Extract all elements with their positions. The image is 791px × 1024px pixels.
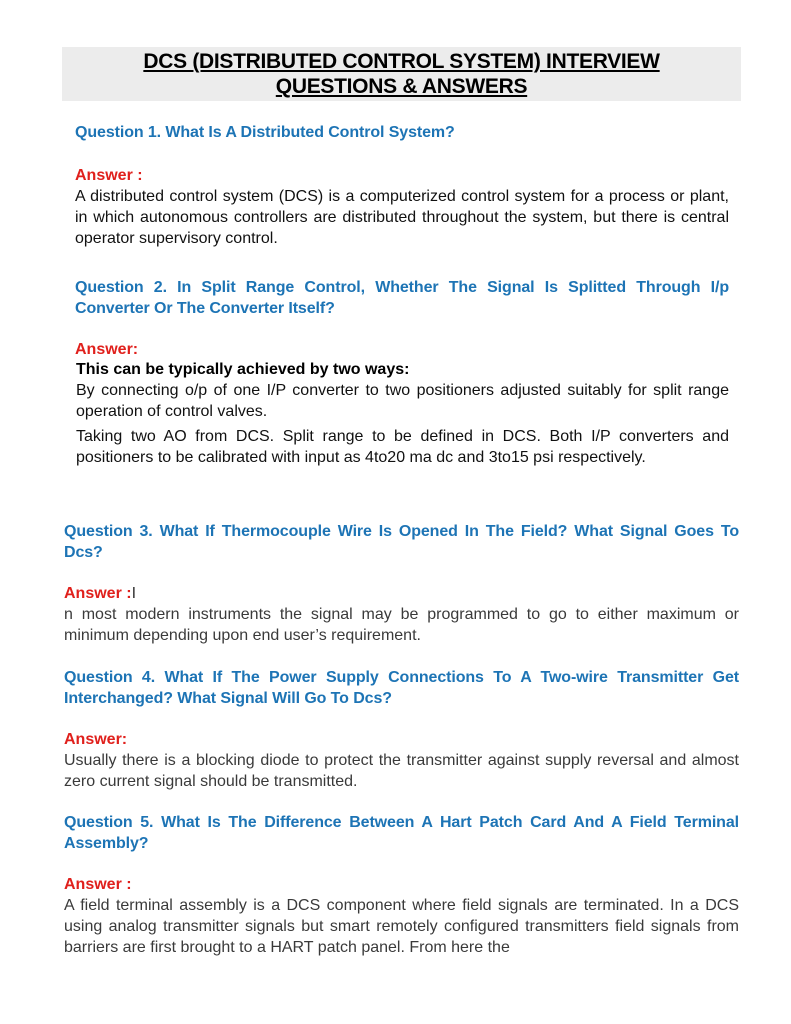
answer-label-tail: I: [131, 585, 137, 602]
qa-item-3: [64, 521, 739, 646]
answer-label: Answer:: [75, 341, 139, 358]
answer-text: n most modern instruments the signal may be programmed to go to either maximum or minimum depending upon end user’s requirement.: [64, 606, 739, 644]
answer-label: [64, 584, 739, 604]
answer-text: A field terminal assembly is a DCS component where field signals are terminated. In a DCS using analog transmitter signals but smart remotely configured transmitters field signals from barriers are first brought to a HART patch panel. From here the: [64, 897, 739, 956]
question-heading: Question 4. What If The Power Supply Connections To A Two-wire Transmitter Get Interchanged? What Signal Will Go To Dcs?: [64, 669, 739, 707]
answer-text: A distributed control system (DCS) is a computerized control system for a process or plant, in which autonomous controllers are distributed throughout the system, but there is central operator supervisory control.: [75, 188, 729, 247]
question-heading: Question 5. What Is The Difference Between A Hart Patch Card And A Field Terminal Assembly?: [64, 814, 739, 852]
answer-label: Answer :: [64, 876, 132, 893]
question-heading: Question 1. What Is A Distributed Control System?: [75, 124, 455, 141]
answer-text: Usually there is a blocking diode to protect the transmitter against supply reversal and almost zero current signal should be transmitted.: [64, 752, 739, 790]
answer-text: Taking two AO from DCS. Split range to be defined in DCS. Both I/P converters and positioners to be calibrated with input as 4to20 ma dc and 3to15 psi respectively.: [76, 428, 729, 466]
question-heading: Question 3. What If Thermocouple Wire Is Opened In The Field? What Signal Goes To Dcs?: [64, 523, 739, 561]
question-heading: Question 2. In Split Range Control, Whether The Signal Is Splitted Through I/p Converter Or The Converter Itself?: [75, 279, 729, 317]
page-title-line-2: QUESTIONS & ANSWERS: [275, 75, 528, 98]
answer-text: By connecting o/p of one I/P converter to two positioners adjusted suitably for split range operation of control valves.: [76, 382, 729, 420]
answer-label-text: Answer :: [64, 585, 132, 602]
page-title-line-1: DCS (DISTRIBUTED CONTROL SYSTEM) INTERVIEW: [143, 50, 660, 73]
qa-item-1: [75, 122, 729, 249]
title-banner: [62, 47, 741, 101]
qa-item-4: [64, 667, 739, 792]
qa-item-2: [75, 277, 729, 468]
answer-label: Answer:: [64, 731, 128, 748]
answer-label: Answer :: [75, 167, 143, 184]
answer-lead: This can be typically achieved by two ways:: [76, 361, 410, 378]
qa-item-5: [64, 812, 739, 958]
